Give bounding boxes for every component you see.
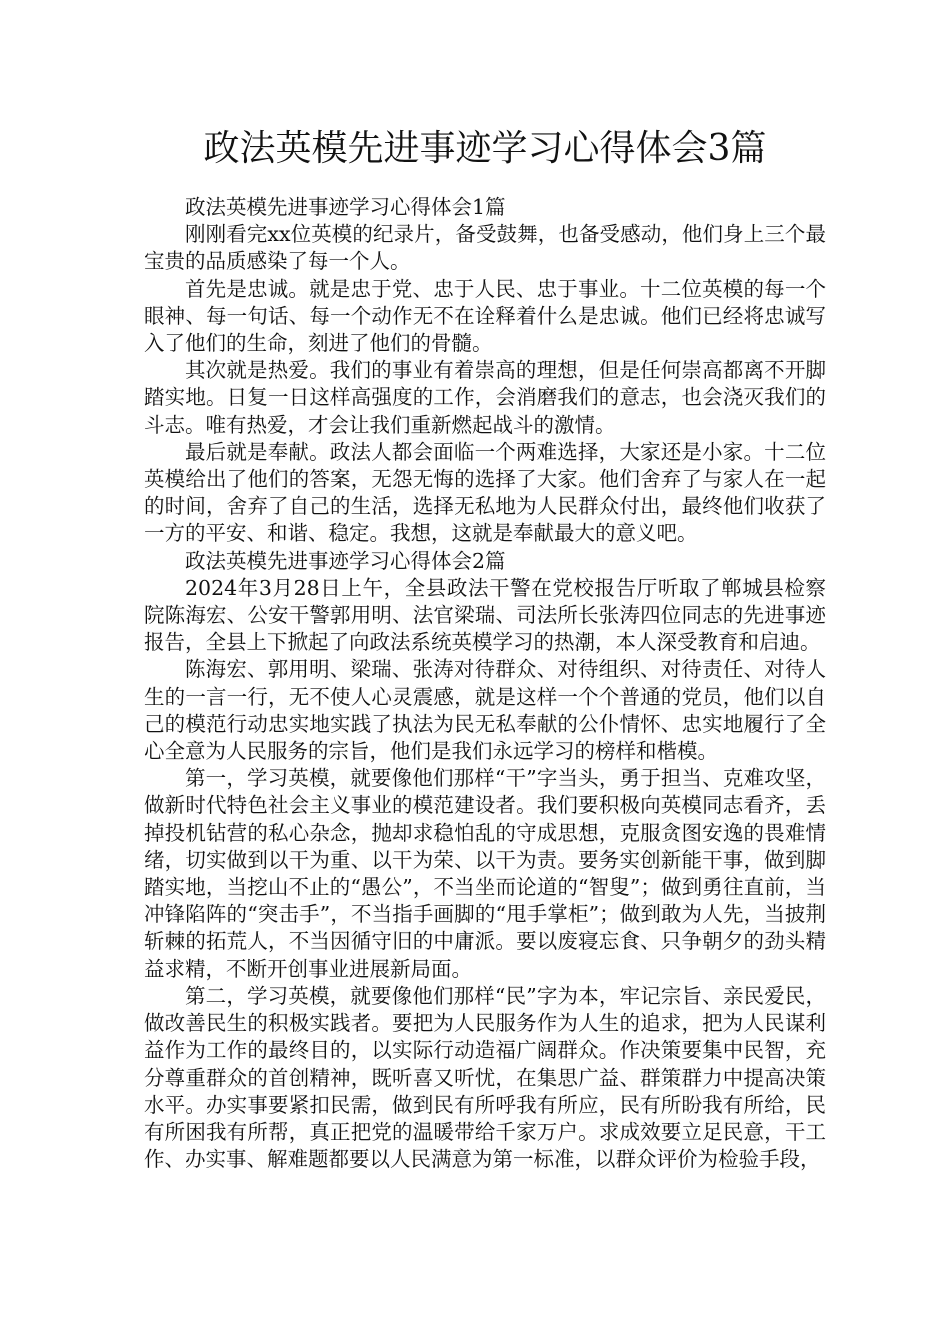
- paragraph: 2024年3月28日上午，全县政法干警在党校报告厅听取了郸城县检察院陈海宏、公安干警郭用明、法官梁瑞、司法所长张涛四位同志的先进事迹报告，全县上下掀起了向政法系统英模学习的热潮，本人深受教育和启迪。: [144, 575, 826, 655]
- paragraph: 刚刚看完xx位英模的纪录片，备受鼓舞，也备受感动，他们身上三个最宝贵的品质感染了每一个人。: [144, 222, 826, 274]
- document-page: [144, 122, 826, 1173]
- paragraph: 最后就是奉献。政法人都会面临一个两难选择，大家还是小家。十二位英模给出了他们的答案，无怨无悔的选择了大家。他们舍弃了与家人在一起的时间，舍弃了自己的生活，选择无私地为人民群众付出，最终他们收获了一方的平安、和谐、稳定。我想，这就是奉献最大的意义吧。: [144, 439, 826, 546]
- paragraph: 其次就是热爱。我们的事业有着崇高的理想，但是任何崇高都离不开脚踏实地。日复一日这样高强度的工作，会消磨我们的意志，也会浇灭我们的斗志。唯有热爱，才会让我们重新燃起战斗的激情。: [144, 358, 826, 437]
- paragraph: 陈海宏、郭用明、梁瑞、张涛对待群众、对待组织、对待责任、对待人生的一言一行，无不使人心灵震感，就是这样一个个普通的党员，他们以自己的模范行动忠实地实践了执法为民无私奉献的公仆情怀、忠实地履行了全心全意为人民服务的宗旨，他们是我们永远学习的榜样和楷模。: [144, 657, 826, 764]
- paragraph: 第一，学习英模，就要像他们那样“干”字当头，勇于担当、克难攻坚，做新时代特色社会主义事业的模范建设者。我们要积极向英模同志看齐，丢掉投机钻营的私心杂念，抛却求稳怕乱的守成思想，克服贪图安逸的畏难情绪，切实做到以干为重、以干为荣、以干为责。要务实创新能干事，做到脚踏实地，当挖山不止的“愚公”，不当坐而论道的“智叟”；做到勇往直前，当冲锋陷阵的“突击手”，不当指手画脚的“甩手掌柜”；做到敢为人先，当披荆斩棘的拓荒人，不当因循守旧的中庸派。要以废寝忘食、只争朝夕的劲头精益求精，不断开创事业进展新局面。: [144, 766, 826, 981]
- section-heading-2: 政法英模先进事迹学习心得体会2篇: [185, 548, 506, 573]
- paragraph: 首先是忠诚。就是忠于党、忠于人民、忠于事业。十二位英模的每一个眼神、每一句话、每一个动作无不在诠释着什么是忠诚。他们已经将忠诚写入了他们的生命，刻进了他们的骨髓。: [144, 276, 826, 356]
- paragraph: 第二，学习英模，就要像他们那样“民”字为本，牢记宗旨、亲民爱民，做改善民生的积极实践者。要把为人民服务作为人生的追求，把为人民谋利益作为工作的最终目的，以实际行动造福广阔群众。作决策要集中民智，充分尊重群众的首创精神，既听喜又听忧，在集思广益、群策群力中提高决策水平。办实事要紧扣民需，做到民有所呼我有所应，民有所盼我有所给，民有所困我有所帮，真正把党的温暖带给千家万户。求成效要立足民意，干工作、办实事、解难题都要以人民满意为第一标准，以群众评价为检验手段，: [144, 983, 826, 1172]
- document-body: [144, 194, 826, 1173]
- section-heading-1: 政法英模先进事迹学习心得体会1篇: [185, 195, 506, 219]
- document-title: 政法英模先进事迹学习心得体会3篇: [203, 128, 767, 169]
